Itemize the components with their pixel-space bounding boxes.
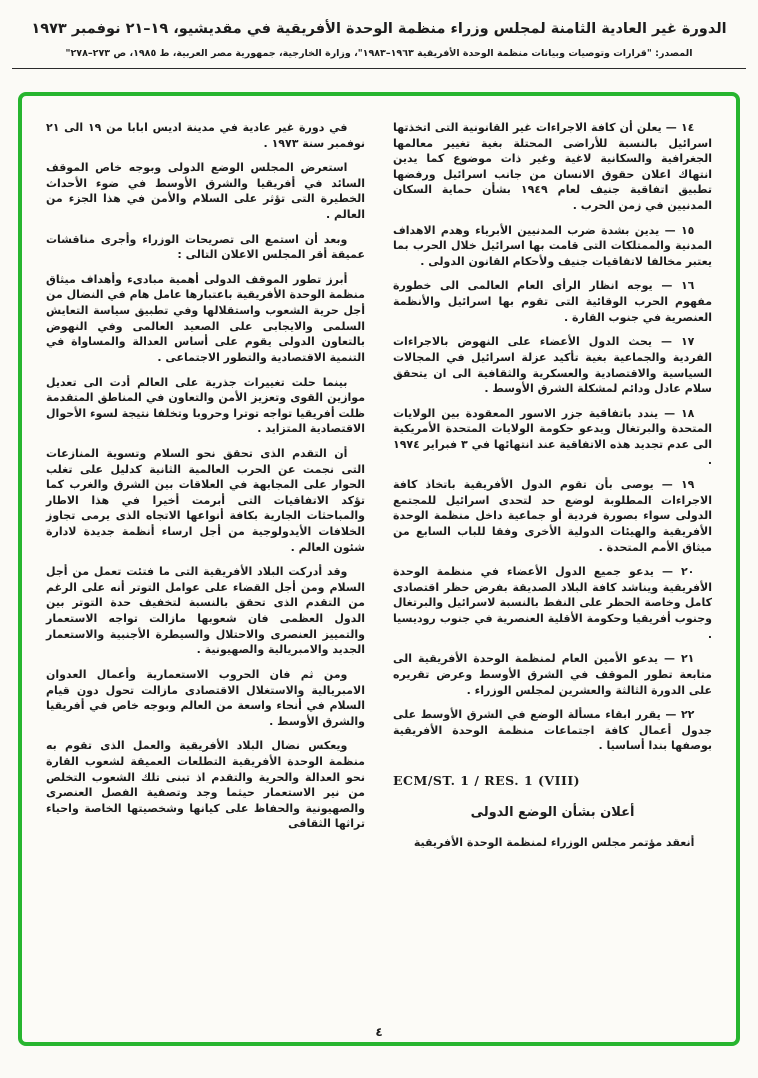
resolution-paragraph-14: ١٤ — يعلن أن كافة الاجراءات غير القانونية التى اتخذتها اسرائيل بالنسبة للأراضى المحتلة بغية تغيير معالمها الجغرافية والسكانية لاغية وغير ذات موضوع كما يدين انتهاك اعلان حقوق الانسان من جانب اسرائيل ورفضها تطبيق اتفاقية جنيف لعام ١٩٤٩ بشأن حماية السكان المدنيين في زمن الحرب . [393, 121, 712, 213]
resolution-paragraph-20: ٢٠ — يدعو جميع الدول الأعضاء في منظمة الوحدة الأفريقية ويناشد كافة البلاد الصديقة بفرض حظر اقتصادى كامل وخاصة الحظر على النفط بالنسبة لاسرائيل والبرتغال وجنوب أفريقيا وحكومة الأقلية العنصرية في جنوب روديسيا . [393, 565, 712, 641]
source-line: المصدر: "قرارات وتوصيات وبيانات منظمة الوحدة الأفريقية ١٩٦٣–١٩٨٣"، وزارة الخارجية، جمهورية مصر العربية، ط ١٩٨٥، ص ٢٧٣–٢٧٨" [65, 47, 693, 59]
resolution-paragraph-19: ١٩ — يوصى بأن تقوم الدول الأفريقية باتخاذ كافة الاجراءات المطلوبة لوضع حد لتحدى اسرائيل للمجتمع الدولى سواء بصورة فردية أو جماعية داخل منظمة الوحدة الأفريقية والهيئات الدولية الأخرى وفقا للباب السابع من ميثاق الأمم المتحدة . [393, 478, 712, 554]
resolution-paragraph-18: ١٨ — يندد باتفاقية جزر الاسور المعقودة بين الولايات المتحدة والبرتغال ويدعو حكومة الولايات المتحدة الأمريكية الى عدم تجديد هذه الاتفاقية عند انتهائها في ٣ فبراير ١٩٧٤ . [393, 406, 712, 467]
document-header [0, 0, 758, 69]
left-column [46, 120, 365, 1016]
body-paragraph-5: بينما حلت تغييرات جذرية على العالم أدت الى تعديل موازين القوى وتعزيز الأمن والتعاون في المناطق المتقدمة ظلت أفريقيا تواجه توترا وحروبا وتخلفا نتيجة لسوء الأحوال الاقتصادية المتزايد . [46, 375, 365, 436]
green-border-frame [18, 92, 740, 1046]
body-paragraph-2: استعرض المجلس الوضع الدولى وبوجه خاص الموقف السائد في أفريقيا والشرق الأوسط في ضوء الأحداث الخطيرة التى تؤثر على السلام والأمن في هذا الجزء من العالم . [46, 161, 365, 222]
resolution-paragraph-17: ١٧ — يحث الدول الأعضاء على النهوض بالاجراءات الفردية والجماعية بغية تأكيد عزلة اسرائيل في المجالات السياسية والاقتصادية والعسكرية والثقافية الى ان يتحقق سلام عادل ودائم لمشكلة الشرق الأوسط . [393, 335, 712, 396]
body-paragraph-4: أبرز تطور الموقف الدولى أهمية مبادىء وأهداف ميثاق منظمة الوحدة الأفريقية باعتبارها عامل هام في النضال من أجل حرية الشعوب واستقلالها وفي تطبيق سياسة التعايش السلمى والايجابى على الصعيد العالمى وفي النهوض بالتعاون الدولى يقوم على أساس العدالة والمساواة في التنمية الاقتصادية والتطور الاجتماعى . [46, 272, 365, 364]
body-paragraph-9: ويعكس نضال البلاد الأفريقية والعمل الذى تقوم به منظمة الوحدة الأفريقية التطلعات العميقة لشعوب القارة نحو العدالة والحرية والتقدم اذ تبنى تلك الشعوب التخلص من نير الاستعمار حيثما وجد وتصفية الفصل العنصرى والصهيونية والحفاظ على كيانها وشخصيتها الخاصة واحياء تراثها الثقافى [46, 739, 365, 831]
two-column-text [46, 120, 712, 1016]
page-number: ٤ [375, 1025, 383, 1039]
resolution-paragraph-16: ١٦ — يوجه انظار الرأى العام العالمى الى خطورة مفهوم الحرب الوقائية التى تقوم بها اسرائيل والأنظمة العنصرية في جنوب القارة . [393, 279, 712, 324]
body-paragraph-3: وبعد أن استمع الى تصريحات الوزراء وأجرى مناقشات عميقة أقر المجلس الاعلان التالى : [46, 232, 365, 262]
resolution-paragraph-15: ١٥ — يدين بشدة ضرب المدنيين الأبرياء وهدم الاهداف المدنية والممتلكات التى قامت بها اسرائيل خلال الحرب بما يعتبر مخالفا لاتفاقيات جنيف ولأحكام القانون الدولى . [393, 223, 712, 268]
body-paragraph-8: ومن ثم فان الحروب الاستعمارية وأعمال العدوان الامبريالية والاستغلال الاقتصادى مازالت تحول دون قيام السلام في أنحاء واسعة من العالم وبوجه خاص في أفريقيا والشرق الأوسط . [46, 667, 365, 728]
declaration-intro: أنعقد مؤتمر مجلس الوزراء لمنظمة الوحدة الأفريقية [413, 836, 695, 850]
body-paragraph-7: وقد أدركت البلاد الأفريقية التى ما فتئت تعمل من أجل السلام ومن أجل القضاء على عوامل التوتر أنه على الرغم من التقدم الذى تحقق بالنسبة لتخفيف حدة التوتر بين الدول العظمى فان شعوبها مازالت تواجه الاستعمار والتمييز العنصرى والاحتلال والسيطرة الأجنبية والاستعمار الجديد والامبريالية والصهيونية . [46, 565, 365, 657]
right-column [393, 120, 712, 1016]
reference-code: ECM/ST. 1 / RES. 1 (VIII) [393, 772, 581, 788]
body-paragraph-1: في دورة غير عادية في مدينة اديس ابابا من ١٩ الى ٢١ نوفمبر سنة ١٩٧٣ . [46, 121, 365, 150]
header-divider [12, 68, 746, 69]
resolution-paragraph-22: ٢٢ — يقرر ابقاء مسألة الوضع في الشرق الأوسط على جدول أعمال كافة اجتماعات منظمة الوحدة الأفريقية بوصفها بندا أساسيا . [393, 708, 712, 753]
resolution-paragraph-21: ٢١ — يدعو الأمين العام لمنظمة الوحدة الأفريقية الى متابعة تطور الموقف في الشرق الأوسط وعرض تقريره على الدورة الثالثة والعشرين لمجلس الوزراء . [393, 652, 712, 697]
body-paragraph-6: أن التقدم الذى تحقق نحو السلام وتسوية المنازعات التى نجمت عن الحرب العالمية الثانية كدليل على تغلب الحوار على المجابهة في العلاقات بين الشرق والغرب كما تؤكد الاتفاقيات التى أبرمت أخيرا في هذا الاطار والمباحثات الجارية بكافة أنواعها الاتجاه الذى يرمى تجاوز الخلافات الأيدولوجية من أجل ارساء أنظمة جديدة لادارة شئون العالم . [46, 446, 365, 554]
page-title: الدورة غير العادية الثامنة لمجلس وزراء منظمة الوحدة الأفريقية في مقديشيو، ١٩–٢١ نوفمبر ١٩٧٣ [31, 21, 727, 37]
declaration-heading: أعلان بشأن الوضع الدولى [470, 804, 635, 820]
